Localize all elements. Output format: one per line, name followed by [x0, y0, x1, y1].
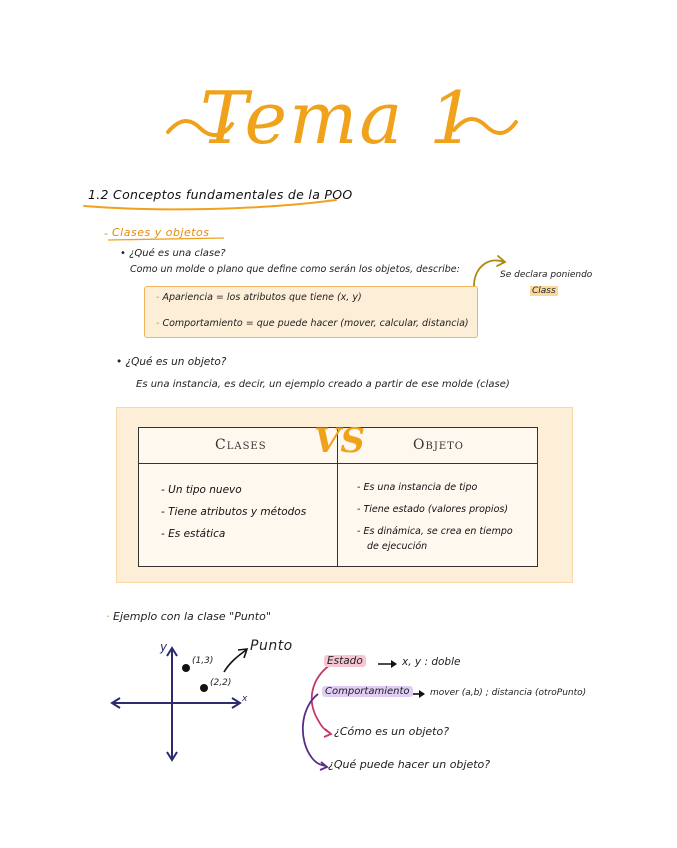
objeto-item-2-text: Tiene estado (valores propios)	[363, 504, 509, 515]
clases-item-3: - Es estática	[161, 528, 226, 540]
estado-to-q1-curve	[312, 665, 330, 733]
section-title: 1.2 Conceptos fundamentales de la POO	[88, 187, 353, 202]
clase-question-text: ¿Qué es una clase?	[129, 248, 226, 259]
objeto-item-3-text: Es dinámica, se crea en tiempo	[363, 526, 513, 537]
example-axes	[112, 648, 240, 760]
example-title-text: Ejemplo con la clase "Punto"	[113, 610, 271, 623]
side-note: Se declara poniendo	[500, 270, 593, 280]
y-axis-label: y	[160, 640, 168, 654]
estado-label: Estado	[324, 655, 366, 667]
side-note-keyword: Class	[532, 286, 556, 296]
box-item-comportamiento-text: Comportamiento = que puede hacer (mover, calcular, distancia)	[162, 318, 469, 329]
clase-definition: Como un molde o plano que define como serán los objetos, describe:	[130, 264, 460, 275]
point-1-label: (1,3)	[192, 656, 214, 666]
clases-item-2: - Tiene atributos y métodos	[161, 506, 307, 518]
objeto-question: • ¿Qué es un objeto?	[116, 356, 227, 368]
punto-arrow	[224, 650, 246, 672]
subsection-title: Clases y objetos	[112, 226, 210, 239]
comportamiento-to-q2-curve	[303, 694, 326, 766]
question-que-puede-hacer: ¿Qué puede hacer un objeto?	[328, 758, 491, 771]
comportamiento-label: Comportamiento	[322, 686, 413, 697]
clases-item-1-text: Un tipo nuevo	[168, 484, 242, 496]
objeto-item-1: - Es una instancia de tipo	[357, 482, 478, 493]
objeto-item-1-text: Es una instancia de tipo	[363, 482, 478, 493]
comportamiento-value: mover (a,b) ; distancia (otroPunto)	[430, 688, 587, 698]
objeto-item-3: - Es dinámica, se crea en tiempo	[357, 526, 513, 537]
subsection-bullet: -	[104, 227, 108, 240]
header-clases: Clases	[215, 437, 267, 453]
box-item-apariencia-text: Apariencia = los atributos que tiene (x, y)	[162, 292, 362, 303]
clase-question: • ¿Qué es una clase?	[120, 248, 226, 259]
objeto-question-text: ¿Qué es un objeto?	[125, 356, 227, 368]
example-title: · Ejemplo con la clase "Punto"	[106, 610, 271, 623]
objeto-item-3-cont: de ejecución	[367, 541, 428, 552]
objeto-item-2: - Tiene estado (valores propios)	[357, 504, 509, 515]
punto-label: Punto	[250, 638, 293, 654]
x-axis-label: x	[242, 694, 248, 704]
point-2-label: (2,2)	[210, 678, 232, 688]
page-title: Tema 1	[200, 76, 477, 160]
side-note-keyword-wrap	[530, 286, 558, 296]
point-2-2	[200, 684, 208, 692]
table-header-divider	[139, 463, 537, 464]
comportamiento-label-wrap	[322, 686, 413, 697]
box-item-apariencia: - Apariencia = los atributos que tiene (x, y)	[156, 292, 362, 303]
box-item-comportamiento: - Comportamiento = que puede hacer (mover, calcular, distancia)	[156, 318, 469, 329]
estado-label-wrap	[324, 655, 366, 667]
point-1-3	[182, 664, 190, 672]
clases-item-2-text: Tiene atributos y métodos	[168, 506, 307, 518]
estado-value: x, y : doble	[402, 656, 461, 668]
question-como-es: ¿Cómo es un objeto?	[334, 725, 450, 738]
objeto-definition: Es una instancia, es decir, un ejemplo creado a partir de ese molde (clase)	[136, 379, 510, 390]
vs-label: VS	[314, 421, 365, 461]
clases-item-1: - Un tipo nuevo	[161, 484, 242, 496]
header-objeto: Objeto	[413, 437, 465, 453]
clases-item-3-text: Es estática	[168, 528, 226, 540]
